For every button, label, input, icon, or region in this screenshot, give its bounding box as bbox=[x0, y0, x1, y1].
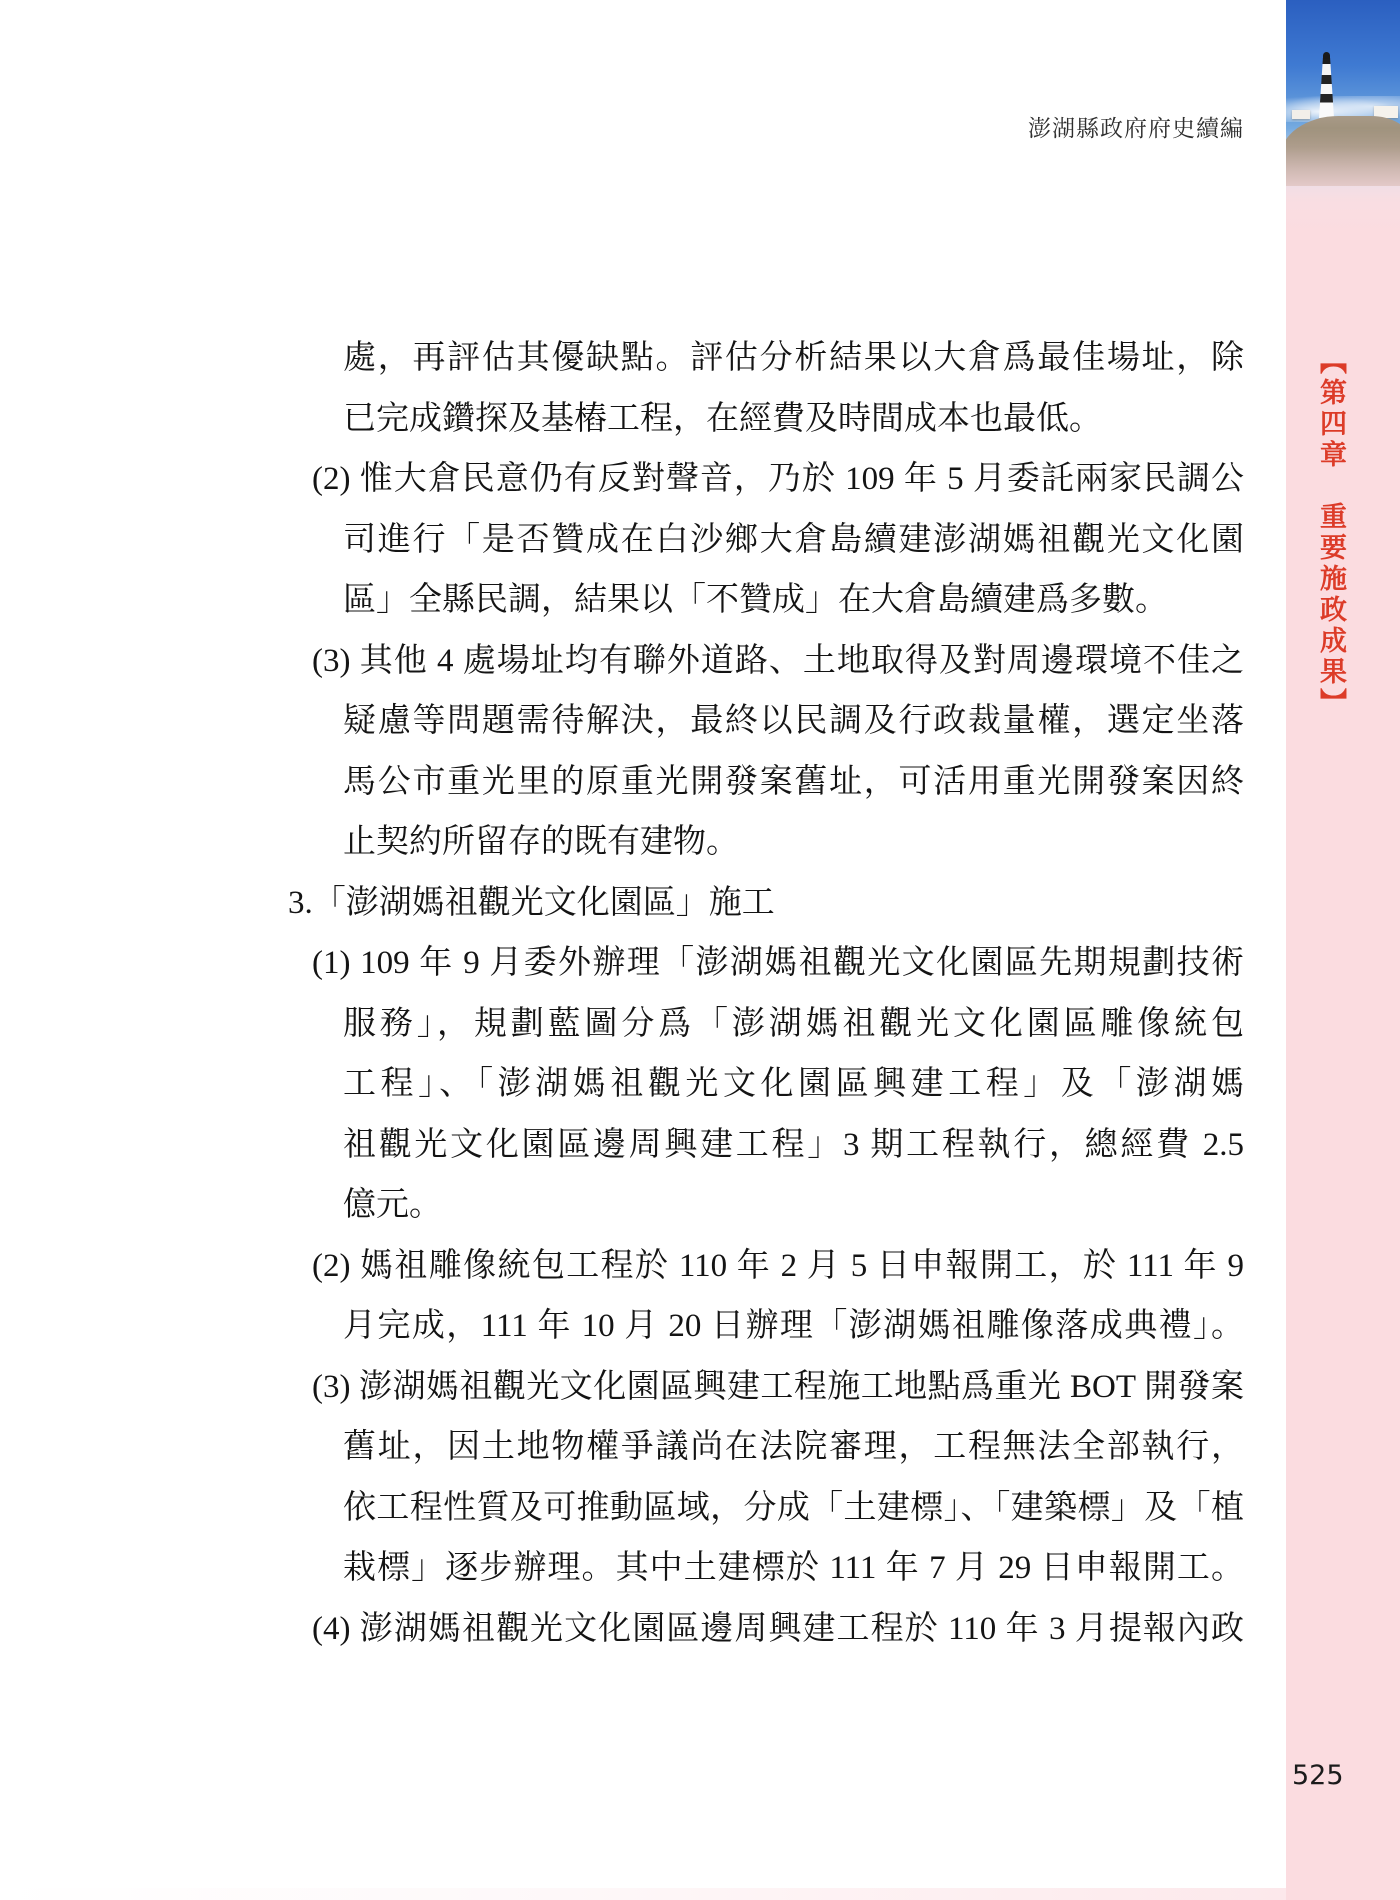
building-left bbox=[1292, 110, 1310, 119]
text-line: 司進行「是否贊成在白沙鄉大倉島續建澎湖媽祖觀光文化園 bbox=[343, 521, 1244, 558]
text-line: 依工程性質及可推動區域，分成「土建標」、「建築標」及「植 bbox=[343, 1489, 1244, 1526]
text-line: 億元。 bbox=[343, 1187, 442, 1223]
text-line: 已完成鑽探及基樁工程，在經費及時間成本也最低。 bbox=[343, 400, 1102, 437]
page-number: 525 bbox=[1292, 1760, 1344, 1791]
text-line: 服務」，規劃藍圖分爲「澎湖媽祖觀光文化園區雕像統包 bbox=[343, 1005, 1244, 1042]
text-line: 區」全縣民調，結果以「不贊成」在大倉島續建爲多數。 bbox=[343, 582, 1168, 618]
text-line: (2) 媽祖雕像統包工程於 110 年 2 月 5 日申報開工，於 111 年 9 bbox=[312, 1247, 1244, 1284]
text-line: (2) 惟大倉民意仍有反對聲音，乃於 109 年 5 月委託兩家民調公 bbox=[312, 461, 1244, 497]
running-header: 澎湖縣政府府史續編 bbox=[1028, 116, 1244, 141]
body-text-block bbox=[288, 328, 1244, 1659]
text-line: 馬公市重光里的原重光開發案舊址，可活用重光開發案因終 bbox=[343, 763, 1244, 800]
chapter-title-vertical: 【第四章 重要施政成果】 bbox=[1316, 347, 1346, 719]
text-line: 3.「澎湖媽祖觀光文化園區」施工 bbox=[288, 884, 775, 921]
text-line: (3) 其他 4 處場址均有聯外道路、土地取得及對周邊環境不佳之 bbox=[312, 642, 1244, 679]
text-line: 栽標」逐步辦理。其中土建標於 111 年 7 月 29 日申報開工。 bbox=[343, 1550, 1244, 1586]
text-line: 月完成，111 年 10 月 20 日辦理「澎湖媽祖雕像落成典禮」。 bbox=[343, 1308, 1244, 1344]
text-line: 工程」、「澎湖媽祖觀光文化園區興建工程」及「澎湖媽 bbox=[343, 1066, 1244, 1102]
text-line: (3) 澎湖媽祖觀光文化園區興建工程施工地點爲重光 BOT 開發案 bbox=[312, 1368, 1244, 1405]
text-line: 疑慮等問題需待解決，最終以民調及行政裁量權，選定坐落 bbox=[343, 703, 1244, 739]
lighthouse-photo bbox=[1286, 0, 1400, 235]
text-line: (4) 澎湖媽祖觀光文化園區邊周興建工程於 110 年 3 月提報內政 bbox=[312, 1610, 1244, 1647]
text-line: (1) 109 年 9 月委外辦理「澎湖媽祖觀光文化園區先期規劃技術 bbox=[312, 945, 1244, 981]
text-line: 祖觀光文化園區邊周興建工程」3 期工程執行，總經費 2.5 bbox=[343, 1126, 1244, 1163]
bottom-gradient-bar bbox=[0, 1888, 1286, 1900]
pink-fade-overlay bbox=[1286, 128, 1400, 235]
chapter-sidebar-strip bbox=[1286, 0, 1400, 1900]
text-line: 舊址，因土地物權爭議尚在法院審理，工程無法全部執行， bbox=[343, 1429, 1244, 1465]
text-line: 止契約所留存的既有建物。 bbox=[343, 824, 739, 860]
text-line: 處，再評估其優缺點。評估分析結果以大倉爲最佳場址，除 bbox=[343, 340, 1244, 376]
lighthouse-lantern bbox=[1323, 52, 1330, 59]
